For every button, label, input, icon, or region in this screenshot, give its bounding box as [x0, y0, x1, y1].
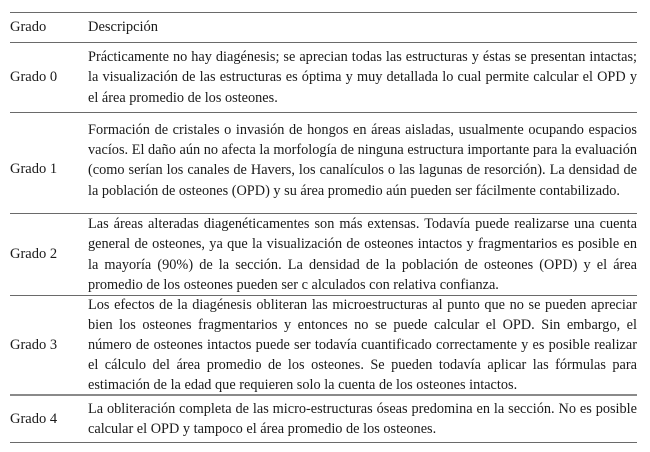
description-cell: Las áreas alteradas diagenéticamentes son más extensas. Todavía puede realizarse una cuenta general de osteones, ya que la visualización de osteones intactos y fragmentarios es posible en la mayoría (90%) de la sección. La densidad de la población de osteones (OPD) y el área promedio de los osteones pueden ser c alculados con relativa confianza.: [88, 216, 637, 293]
diagenesis-grade-table: [10, 12, 637, 443]
grade-cell: Grado 2: [10, 246, 58, 262]
grade-cell: Grado 1: [10, 161, 58, 177]
table-row: [10, 296, 637, 396]
description-cell: La obliteración completa de las micro-estructuras óseas predomina en la sección. No es posible calcular el OPD y tampoco el área promedio de los osteones.: [88, 400, 637, 437]
table-header-row: [10, 12, 637, 43]
description-cell: Formación de cristales o invasión de hongos en áreas aisladas, usualmente ocupando espacios vacíos. El daño aún no afecta la morfología de ninguna estructura importante para la evaluación (como serían los canales de Havers, los canalículos o las lagunas de resorción). La densidad de la población de osteones (OPD) y su área promedio aún pueden ser fácilmente contabilizado.: [88, 122, 637, 199]
grade-cell: Grado 3: [10, 336, 58, 353]
header-grade: Grado: [10, 19, 47, 35]
table-row: [10, 113, 637, 214]
table-row: [10, 43, 637, 113]
grade-cell: Grado 4: [10, 410, 58, 427]
grade-cell: Grado 0: [10, 69, 58, 85]
table-row: [10, 214, 637, 296]
description-cell: Los efectos de la diagénesis obliteran las microestructuras al punto que no se pueden apreciar bien los osteones fragmentarios y entonces no se puede calcular el OPD. Sin embargo, el número de osteones intactos puede ser todavía cuantificado correctamente y es posible realizar el cálculo del área promedio de los osteones. Se pueden todavía aplicar las fórmulas para estimación de la edad que requieren solo la cuenta de los osteones intactos.: [88, 296, 637, 394]
description-cell: Prácticamente no hay diagénesis; se aprecian todas las estructuras y éstas se presentan intactas; la visualización de las estructuras es óptima y muy detallada lo cual permite calcular el OPD y el área promedio de los osteones.: [88, 49, 637, 106]
header-description: Descripción: [88, 19, 159, 36]
table-row: [10, 396, 637, 443]
